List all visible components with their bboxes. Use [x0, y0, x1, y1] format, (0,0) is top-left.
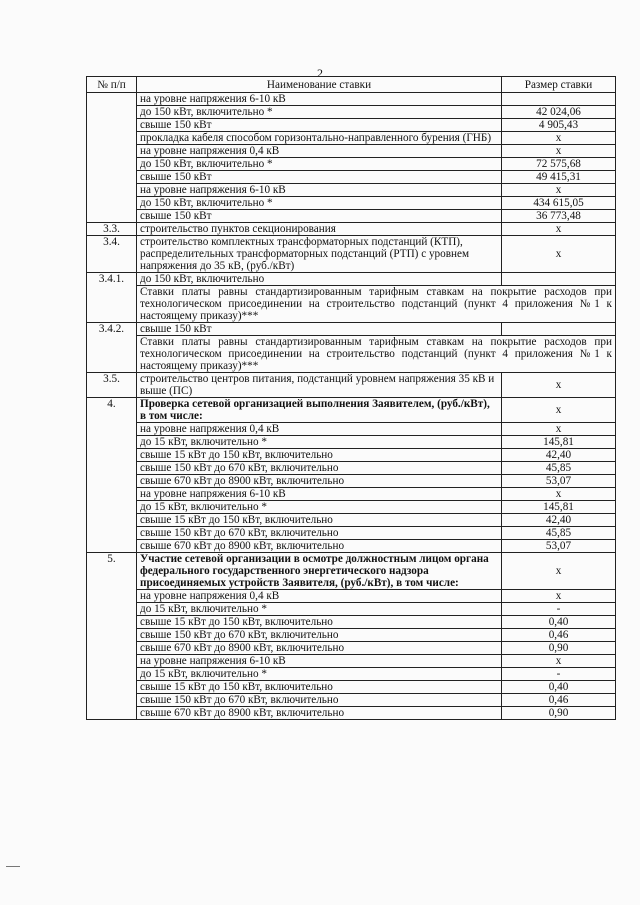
rate-value: х [502, 590, 616, 603]
rate-value: х [502, 184, 616, 197]
table-row [87, 514, 616, 527]
rate-value: х [502, 373, 616, 398]
rate-value [502, 323, 616, 336]
row-number: 3.4.2. [87, 323, 137, 373]
rate-value: - [502, 668, 616, 681]
rate-note: Ставки платы равны стандартизированным тарифным ставкам на покрытие расходов при технологическом присоединении на строительство подстанций (пункт 4 приложения №1 к настоящему приказу)*** [137, 336, 616, 373]
rate-value: 0,40 [502, 681, 616, 694]
rate-name: строительство комплектных трансформаторных подстанций (КТП), распределительных трансформаторных подстанций (РТП) с уровнем напряжения до 35 кВ, (руб./кВт) [137, 236, 502, 273]
table-row [87, 642, 616, 655]
table-row [87, 93, 616, 106]
table-row [87, 436, 616, 449]
rate-value: 36 773,48 [502, 210, 616, 223]
rate-value: 0,90 [502, 642, 616, 655]
rate-name: свыше 15 кВт до 150 кВт, включительно [137, 616, 502, 629]
rate-name: на уровне напряжения 0,4 кВ [137, 145, 502, 158]
rate-value: 53,07 [502, 540, 616, 553]
rate-value: 53,07 [502, 475, 616, 488]
rate-name: на уровне напряжения 6-10 кВ [137, 184, 502, 197]
rate-value: 434 615,05 [502, 197, 616, 210]
rate-value: х [502, 145, 616, 158]
header-name: Наименование ставки [137, 77, 502, 93]
table-row [87, 323, 616, 336]
table-row [87, 488, 616, 501]
rate-value: 0,90 [502, 707, 616, 720]
rate-name: свыше 150 кВт [137, 210, 502, 223]
rate-name: свыше 670 кВт до 8900 кВт, включительно [137, 642, 502, 655]
rate-name: свыше 150 кВт до 670 кВт, включительно [137, 527, 502, 540]
table-row [87, 540, 616, 553]
rate-name: до 15 кВт, включительно * [137, 603, 502, 616]
rate-name: на уровне напряжения 6-10 кВ [137, 488, 502, 501]
row-number: 3.4. [87, 236, 137, 273]
table-row [87, 145, 616, 158]
table-row [87, 373, 616, 398]
rate-name: до 15 кВт, включительно * [137, 436, 502, 449]
table-row [87, 475, 616, 488]
table-row [87, 553, 616, 590]
rate-note: Ставки платы равны стандартизированным тарифным ставкам на покрытие расходов при технологическом присоединении на строительство подстанций (пункт 4 приложения №1 к настоящему приказу)*** [137, 286, 616, 323]
table-row [87, 603, 616, 616]
header-num: № п/п [87, 77, 137, 93]
rate-name: строительство центров питания, подстанций уровнем напряжения 35 кВ и выше (ПС) [137, 373, 502, 398]
table-row [87, 655, 616, 668]
rate-value: 0,46 [502, 694, 616, 707]
table-row [87, 184, 616, 197]
rate-name: Проверка сетевой организацией выполнения Заявителем, (руб./кВт), в том числе: [137, 398, 502, 423]
table-row [87, 707, 616, 720]
scan-edge-mark [6, 866, 20, 867]
table-row [87, 273, 616, 286]
rate-name: на уровне напряжения 0,4 кВ [137, 423, 502, 436]
rate-name: до 15 кВт, включительно * [137, 668, 502, 681]
rate-value: 49 415,31 [502, 171, 616, 184]
table-row [87, 423, 616, 436]
rate-value: х [502, 553, 616, 590]
rate-name: до 150 кВт, включительно [137, 273, 502, 286]
rate-value: х [502, 236, 616, 273]
table-row [87, 668, 616, 681]
table-row [87, 106, 616, 119]
rate-value: х [502, 655, 616, 668]
table-row [87, 119, 616, 132]
table-row [87, 527, 616, 540]
table-row [87, 336, 616, 373]
rate-name: свыше 150 кВт [137, 119, 502, 132]
rate-name: свыше 670 кВт до 8900 кВт, включительно [137, 475, 502, 488]
rate-value: 45,85 [502, 527, 616, 540]
rate-value [502, 273, 616, 286]
row-number: 5. [87, 553, 137, 720]
rate-value: 42,40 [502, 514, 616, 527]
rate-name: свыше 150 кВт [137, 171, 502, 184]
rate-name: свыше 150 кВт до 670 кВт, включительно [137, 462, 502, 475]
table-row [87, 681, 616, 694]
rate-value: х [502, 398, 616, 423]
rate-name: свыше 670 кВт до 8900 кВт, включительно [137, 707, 502, 720]
table-row [87, 398, 616, 423]
rate-value: 42,40 [502, 449, 616, 462]
rate-value: 42 024,06 [502, 106, 616, 119]
table-row [87, 462, 616, 475]
rate-name: на уровне напряжения 6-10 кВ [137, 93, 502, 106]
table-row [87, 501, 616, 514]
rate-name: до 150 кВт, включительно * [137, 197, 502, 210]
rate-name: свыше 150 кВт до 670 кВт, включительно [137, 694, 502, 707]
row-number: 3.4.1. [87, 273, 137, 323]
rate-value: 145,81 [502, 501, 616, 514]
table-row [87, 171, 616, 184]
table-row [87, 197, 616, 210]
table-row [87, 236, 616, 273]
rate-value: х [502, 488, 616, 501]
table-row [87, 286, 616, 323]
rate-name: на уровне напряжения 0,4 кВ [137, 590, 502, 603]
rate-name: Участие сетевой организации в осмотре должностным лицом органа федерального государственного энергетического надзора присоединяемых устройств Заявителя, (руб./кВт), в том числе: [137, 553, 502, 590]
rate-value: 145,81 [502, 436, 616, 449]
table-row [87, 616, 616, 629]
row-number: 4. [87, 398, 137, 553]
table-row [87, 629, 616, 642]
table-row [87, 210, 616, 223]
rate-name: свыше 15 кВт до 150 кВт, включительно [137, 514, 502, 527]
rate-value: - [502, 603, 616, 616]
rate-name: прокладка кабеля способом горизонтально-направленного бурения (ГНБ) [137, 132, 502, 145]
rate-name: свыше 670 кВт до 8900 кВт, включительно [137, 540, 502, 553]
rate-value: х [502, 423, 616, 436]
rate-name: до 15 кВт, включительно * [137, 501, 502, 514]
table-row [87, 132, 616, 145]
header-value: Размер ставки [502, 77, 616, 93]
rate-value [502, 93, 616, 106]
rates-table [86, 76, 616, 720]
rate-name: до 150 кВт, включительно * [137, 106, 502, 119]
rate-name: свыше 15 кВт до 150 кВт, включительно [137, 681, 502, 694]
rate-value: 4 905,43 [502, 119, 616, 132]
page-number: 2 [317, 66, 323, 80]
table-header-row [87, 77, 616, 93]
rate-name: свыше 150 кВт [137, 323, 502, 336]
table-row [87, 223, 616, 236]
table-row [87, 158, 616, 171]
table-row [87, 590, 616, 603]
rate-value: х [502, 132, 616, 145]
rate-name: до 150 кВт, включительно * [137, 158, 502, 171]
row-number: 3.5. [87, 373, 137, 398]
rate-name: строительство пунктов секционирования [137, 223, 502, 236]
rate-name: свыше 150 кВт до 670 кВт, включительно [137, 629, 502, 642]
rate-name: свыше 15 кВт до 150 кВт, включительно [137, 449, 502, 462]
row-number-cell [87, 93, 137, 223]
rate-value: 0,46 [502, 629, 616, 642]
table-row [87, 449, 616, 462]
rate-value: х [502, 223, 616, 236]
row-number: 3.3. [87, 223, 137, 236]
table-row [87, 694, 616, 707]
rate-value: 72 575,68 [502, 158, 616, 171]
rate-value: 45,85 [502, 462, 616, 475]
rate-name: на уровне напряжения 6-10 кВ [137, 655, 502, 668]
rate-value: 0,40 [502, 616, 616, 629]
